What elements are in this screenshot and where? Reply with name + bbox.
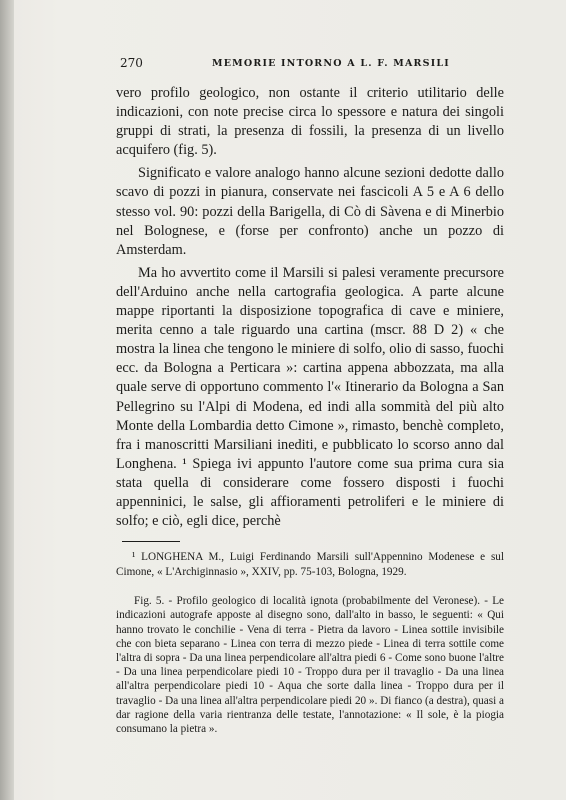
body-paragraph: Significato e valore analogo hanno alcune sezioni dedotte dallo scavo di pozzi in pianura, conservate nei fascicoli A 5 e A 6 dello stesso vol. 90: pozzi della Barigella, di Cò di Sàvena e di Minerbio nel Bolognese, e (forse per confronto) anche un pozzo di Amsterdam. [116, 165, 504, 258]
footnote-rule [122, 541, 180, 542]
page-header [120, 56, 500, 72]
body-paragraph: Ma ho avvertito come il Marsili si palesi veramente precursore dell'Arduino anche nella cartografia geologica. A parte alcune mappe riportanti la disposizione topografica di cave e miniere, merita cenno a tale riguardo una cartina (mscr. 88 D 2) « che mostra la linea che tengono le miniere di solfo, olio di sasso, fuochi ecc. da Bologna a Perticara »: cartina appena abbozzata, ma alla quale serve di opportuno commento l'« Itinerario da Bologna a San Pellegrino su l'Alpi di Modena, ed indi alla sommità del più alto Monte della Lombardia detto Cimone », rimasto, benchè completo, fra i manoscritti Marsiliani inediti, e pubblicato lo scorso anno dal Longhena. ¹ Spiega ivi appunto l'autore come sua prima cura sia stata quella di considerare come fossero disposti i fuochi appenninici, le salse, gli affioramenti petroliferi e le miniere di solfo; e ciò, egli dice, perchè [116, 264, 504, 530]
page-number: 270 [120, 56, 143, 70]
body-paragraph: vero profilo geologico, non ostante il criterio utilitario delle indicazioni, con note precise circa lo spessore e natura dei singoli gruppi di strati, la presenza di fossili, la presenza di un livello acquifero (fig. 5). [116, 85, 504, 159]
running-title: MEMORIE INTORNO A L. F. MARSILI [212, 58, 450, 69]
page-content [116, 84, 504, 736]
figure-caption: Fig. 5. - Profilo geologico di località ignota (probabilmente del Veronese). - Le indicazioni autografe apposte al disegno sono, dall'alto in basso, le seguenti: « Qui hanno trovato le conchilie - Vena di terra - Pietra da lavoro - Linea sottile invisibile che con bieta separano - Linea con terra di mezzo piede - Linea di terra sottile come l'altra di sopra - Da una linea perpendicolare all'altra piedi 6 - Come sono buone l'altre - Da una linea perpendicolare piedi 10 - Troppo dura per il travaglio - Da una linea all'altra perpendicolare piedi 10 - Aqua che sorte dalla linea - Troppo dura per il travaglio - Da una linea all'altra perpendicolare piedi 20 ». Di fianco (a destra), quasi a dar ragione della varia rientranza delle testate, l'annotazione: « Il sole, è la piogia consumano la pietra ». [116, 595, 504, 735]
page-binding-edge [0, 0, 14, 800]
footnote: ¹ LONGHENA M., Luigi Ferdinando Marsili sull'Appennino Modenese e sul Cimone, « L'Archiginnasio », XXIV, pp. 75-103, Bologna, 1929. [116, 551, 504, 579]
